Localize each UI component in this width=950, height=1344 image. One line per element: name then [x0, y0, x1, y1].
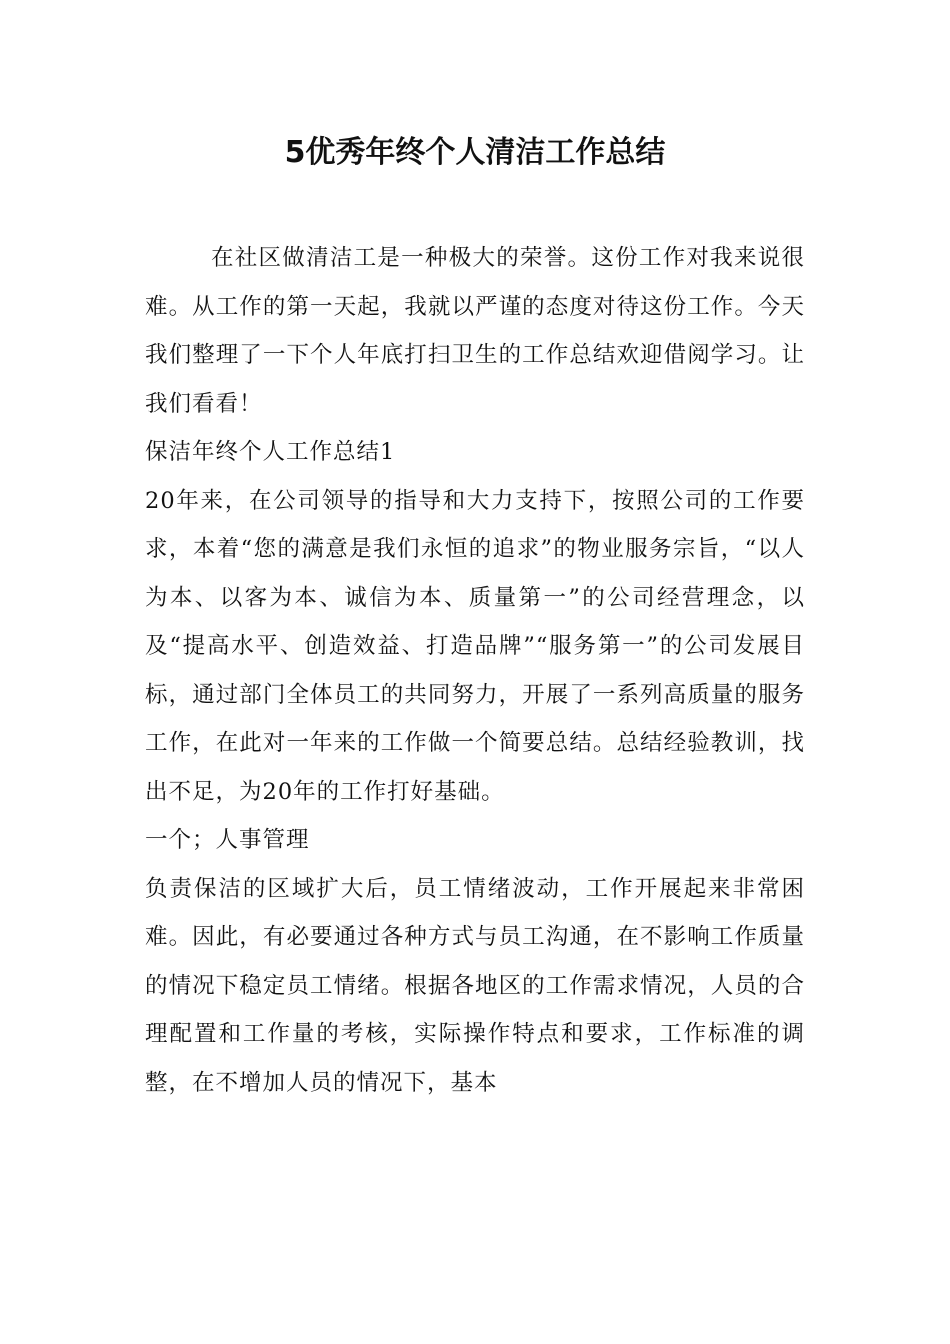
intro-paragraph: 在社区做清洁工是一种极大的荣誉。这份工作对我来说很难。从工作的第一天起，我就以严谨的态度对待这份工作。今天我们整理了一下个人年底打扫卫生的工作总结欢迎借阅学习。让我们看看！	[145, 245, 805, 417]
document-body	[145, 234, 805, 1107]
personnel-management-paragraph: 负责保洁的区域扩大后，员工情绪波动，工作开展起来非常困难。因此，有必要通过各种方式与员工沟通，在不影响工作质量的情况下稳定员工情绪。根据各地区的工作需求情况，人员的合理配置和工作量的考核，实际操作特点和要求，工作标准的调整，在不增加人员的情况下，基本	[145, 875, 805, 1096]
section-heading-1: 保洁年终个人工作总结1	[145, 439, 396, 465]
document-title: 5优秀年终个人清洁工作总结	[284, 135, 666, 170]
section-paragraph-1: 20年来，在公司领导的指导和大力支持下，按照公司的工作要求，本着“您的满意是我们永恒的追求”的物业服务宗旨，“以人为本、以客为本、诚信为本、质量第一”的公司经营理念，以及“提高水平、创造效益、打造品牌”“服务第一”的公司发展目标，通过部门全体员工的共同努力，开展了一系列高质量的服务工作，在此对一年来的工作做一个简要总结。总结经验教训，找出不足，为20年的工作打好基础。	[145, 487, 805, 805]
subheading-personnel-management: 一个；人事管理	[145, 827, 310, 853]
